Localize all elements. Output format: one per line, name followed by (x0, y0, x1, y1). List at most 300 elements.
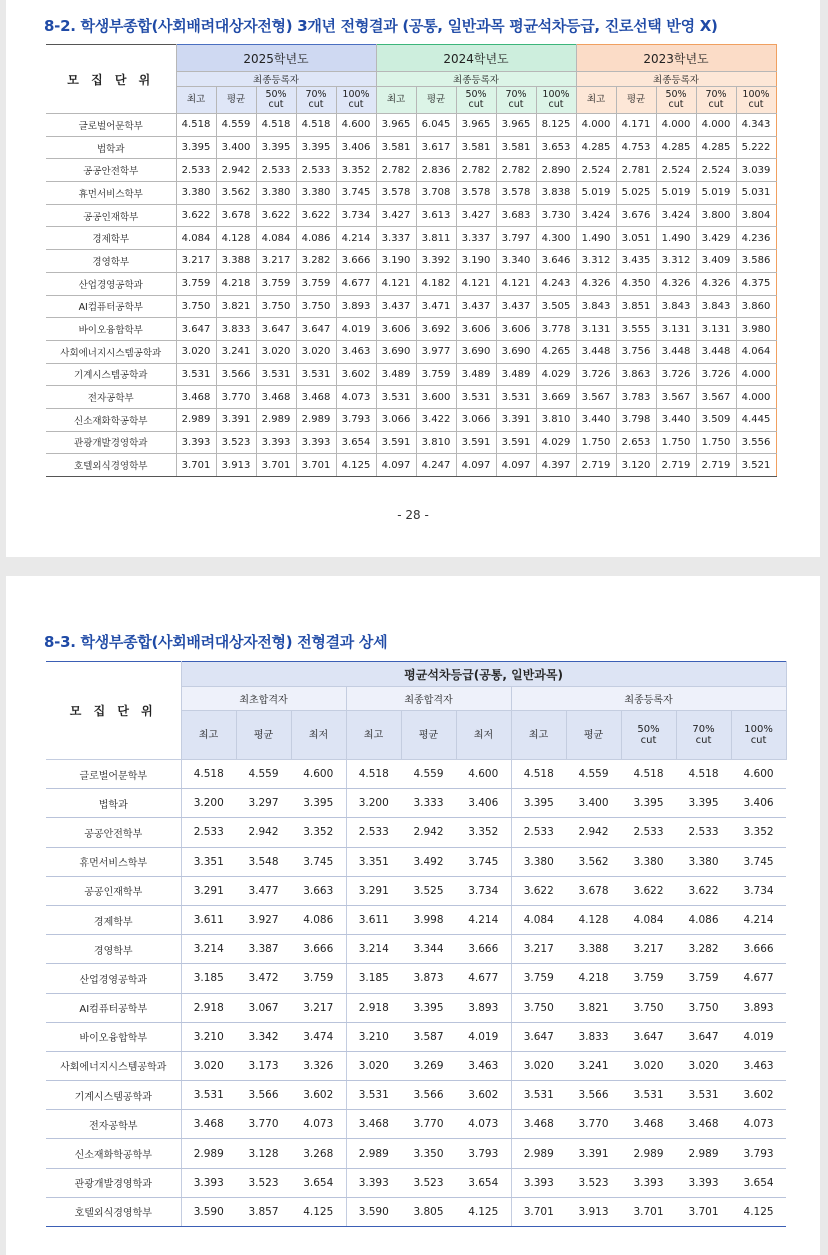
table-cell: 4.326 (696, 272, 736, 295)
table-cell: 4.559 (236, 760, 291, 789)
table-cell: 3.190 (456, 250, 496, 273)
table-cell: 3.039 (736, 159, 776, 182)
table-cell: 3.395 (511, 789, 566, 818)
table-cell: 3.214 (181, 935, 236, 964)
table-row (46, 114, 776, 137)
unit-name: 기계시스템공학과 (46, 363, 176, 386)
table-cell: 4.073 (456, 1110, 511, 1139)
table-cell: 3.210 (181, 1022, 236, 1051)
table-cell: 4.097 (456, 454, 496, 477)
table-cell: 4.128 (216, 227, 256, 250)
table-cell: 3.380 (676, 847, 731, 876)
table-cell: 3.860 (736, 295, 776, 318)
table-cell: 2.942 (401, 818, 456, 847)
table-cell: 4.677 (731, 964, 786, 993)
year-header-2024: 2024학년도 (376, 45, 576, 72)
table-cell: 3.797 (496, 227, 536, 250)
unit-name: AI컴퓨터공학부 (46, 993, 181, 1022)
table-cell: 3.393 (296, 431, 336, 454)
table-cell: 4.518 (621, 760, 676, 789)
table-cell: 3.843 (576, 295, 616, 318)
document-page-1 (6, 0, 820, 557)
table-row (46, 789, 786, 818)
table-cell: 2.989 (176, 408, 216, 431)
table-cell: 3.395 (291, 789, 346, 818)
table-cell: 3.352 (456, 818, 511, 847)
col-header: 50% cut (621, 711, 676, 760)
table-cell: 3.429 (696, 227, 736, 250)
table-cell: 3.393 (511, 1168, 566, 1197)
table-cell: 3.893 (731, 993, 786, 1022)
table-row (46, 1081, 786, 1110)
table-cell: 3.586 (736, 250, 776, 273)
table-cell: 3.676 (616, 204, 656, 227)
col-header: 평균 (236, 711, 291, 760)
table-cell: 3.750 (176, 295, 216, 318)
table-cell: 3.759 (296, 272, 336, 295)
table-row (46, 318, 776, 341)
table-cell: 3.566 (566, 1081, 621, 1110)
table-cell: 3.468 (296, 386, 336, 409)
table-cell: 5.019 (576, 182, 616, 205)
table-cell: 2.989 (676, 1139, 731, 1168)
table-cell: 3.448 (576, 340, 616, 363)
table-cell: 3.734 (336, 204, 376, 227)
table-cell: 4.300 (536, 227, 576, 250)
group-header-initial-pass: 최초합격자 (181, 687, 346, 711)
table-cell: 4.753 (616, 136, 656, 159)
table-cell: 3.282 (296, 250, 336, 273)
table-cell: 4.125 (731, 1197, 786, 1226)
table-cell: 2.989 (256, 408, 296, 431)
unit-name: 신소재화학공학부 (46, 408, 176, 431)
table-cell: 3.440 (576, 408, 616, 431)
table-row (46, 431, 776, 454)
sub-header-2024: 최종등록자 (376, 72, 576, 87)
table-cell: 3.726 (696, 363, 736, 386)
table-cell: 3.701 (176, 454, 216, 477)
table-cell: 4.285 (656, 136, 696, 159)
unit-name: 전자공학부 (46, 386, 176, 409)
table-cell: 3.352 (731, 818, 786, 847)
table-cell: 3.750 (621, 993, 676, 1022)
table-cell: 3.759 (256, 272, 296, 295)
unit-name: 법학과 (46, 789, 181, 818)
table-cell: 3.531 (621, 1081, 676, 1110)
table-cell: 3.523 (401, 1168, 456, 1197)
table-cell: 3.701 (296, 454, 336, 477)
table-cell: 3.120 (616, 454, 656, 477)
table-cell: 3.913 (566, 1197, 621, 1226)
table-cell: 3.843 (656, 295, 696, 318)
table-cell: 3.531 (676, 1081, 731, 1110)
table-cell: 4.285 (696, 136, 736, 159)
table-cell: 3.730 (536, 204, 576, 227)
table-cell: 3.400 (566, 789, 621, 818)
unit-name: 관광개발경영학과 (46, 1168, 181, 1197)
table-cell: 3.337 (456, 227, 496, 250)
table-cell: 2.782 (376, 159, 416, 182)
table-cell: 4.029 (536, 363, 576, 386)
page-number: - 28 - (397, 508, 429, 522)
table-cell: 3.173 (236, 1051, 291, 1080)
table-cell: 3.701 (256, 454, 296, 477)
table-cell: 3.020 (181, 1051, 236, 1080)
table-cell: 4.097 (496, 454, 536, 477)
table-cell: 3.690 (456, 340, 496, 363)
table-cell: 3.395 (176, 136, 216, 159)
table-row (46, 136, 776, 159)
table-cell: 3.463 (336, 340, 376, 363)
table-cell: 3.531 (346, 1081, 401, 1110)
table-cell: 3.217 (621, 935, 676, 964)
table-cell: 3.759 (511, 964, 566, 993)
table-cell: 3.745 (456, 847, 511, 876)
col-header: 최저 (291, 711, 346, 760)
table-cell: 3.406 (731, 789, 786, 818)
table-cell: 3.393 (181, 1168, 236, 1197)
table-cell: 4.084 (176, 227, 216, 250)
table-cell: 4.243 (536, 272, 576, 295)
table-cell: 3.980 (736, 318, 776, 341)
table-cell: 3.531 (496, 386, 536, 409)
table-cell: 4.029 (536, 431, 576, 454)
table-cell: 3.217 (176, 250, 216, 273)
table-cell: 3.020 (511, 1051, 566, 1080)
table-cell: 3.424 (576, 204, 616, 227)
table-cell: 3.521 (736, 454, 776, 477)
table-cell: 3.965 (496, 114, 536, 137)
table-cell: 3.745 (336, 182, 376, 205)
table-cell: 2.989 (296, 408, 336, 431)
table-row (46, 272, 776, 295)
table-cell: 3.750 (256, 295, 296, 318)
table-cell: 3.291 (346, 876, 401, 905)
unit-name: AI컴퓨터공학부 (46, 295, 176, 318)
table-cell: 3.927 (236, 905, 291, 934)
table-cell: 3.406 (336, 136, 376, 159)
table-cell: 3.388 (216, 250, 256, 273)
table-cell: 3.590 (181, 1197, 236, 1226)
table-cell: 2.719 (576, 454, 616, 477)
table-cell: 3.613 (416, 204, 456, 227)
unit-name: 공공안전학부 (46, 159, 176, 182)
table-cell: 3.666 (291, 935, 346, 964)
table-cell: 4.073 (291, 1110, 346, 1139)
table-cell: 4.326 (656, 272, 696, 295)
table-cell: 3.567 (656, 386, 696, 409)
table-cell: 3.805 (401, 1197, 456, 1226)
table-cell: 3.437 (496, 295, 536, 318)
table-cell: 4.073 (731, 1110, 786, 1139)
table-cell: 3.468 (346, 1110, 401, 1139)
table-cell: 2.719 (656, 454, 696, 477)
col-header: 70% cut (696, 87, 736, 114)
table-cell: 3.214 (346, 935, 401, 964)
table-cell: 3.468 (621, 1110, 676, 1139)
table-cell: 3.647 (511, 1022, 566, 1051)
table-row (46, 204, 776, 227)
table-cell: 3.770 (236, 1110, 291, 1139)
table-cell: 4.518 (181, 760, 236, 789)
table-cell: 4.000 (736, 386, 776, 409)
table-cell: 3.351 (181, 847, 236, 876)
table-cell: 3.531 (456, 386, 496, 409)
table-cell: 3.020 (176, 340, 216, 363)
unit-name: 휴먼서비스학부 (46, 847, 181, 876)
table-cell: 3.337 (376, 227, 416, 250)
table-cell: 2.533 (346, 818, 401, 847)
col-header: 100% cut (736, 87, 776, 114)
table-cell: 3.759 (291, 964, 346, 993)
unit-name: 경영학부 (46, 935, 181, 964)
table-row (46, 1197, 786, 1226)
table-cell: 4.182 (416, 272, 456, 295)
table-cell: 6.045 (416, 114, 456, 137)
table-cell: 3.581 (496, 136, 536, 159)
unit-name: 바이오융합학부 (46, 318, 176, 341)
table-row (46, 454, 776, 477)
table-cell: 3.424 (656, 204, 696, 227)
table-row (46, 250, 776, 273)
unit-name: 산업경영공학과 (46, 272, 176, 295)
table-cell: 4.125 (291, 1197, 346, 1226)
table-cell: 4.600 (291, 760, 346, 789)
table-cell: 2.533 (621, 818, 676, 847)
table-cell: 5.019 (696, 182, 736, 205)
table-cell: 3.380 (511, 847, 566, 876)
table-cell: 3.893 (336, 295, 376, 318)
table-cell: 4.128 (566, 905, 621, 934)
table-cell: 3.492 (401, 847, 456, 876)
table-cell: 3.393 (621, 1168, 676, 1197)
table-cell: 4.600 (456, 760, 511, 789)
table-cell: 3.726 (656, 363, 696, 386)
table-cell: 2.719 (696, 454, 736, 477)
table-cell: 3.683 (496, 204, 536, 227)
table-cell: 3.669 (536, 386, 576, 409)
table-cell: 3.647 (256, 318, 296, 341)
table-cell: 3.654 (456, 1168, 511, 1197)
col-header: 최저 (456, 711, 511, 760)
table-cell: 3.566 (401, 1081, 456, 1110)
table-cell: 3.977 (416, 340, 456, 363)
table-cell: 3.622 (176, 204, 216, 227)
document-page-2 (6, 576, 820, 1255)
table-cell: 3.531 (181, 1081, 236, 1110)
table-cell: 3.393 (176, 431, 216, 454)
table-cell: 3.759 (621, 964, 676, 993)
table-cell: 3.692 (416, 318, 456, 341)
table-cell: 3.622 (511, 876, 566, 905)
table-cell: 3.678 (566, 876, 621, 905)
table-cell: 4.125 (336, 454, 376, 477)
table-cell: 3.190 (376, 250, 416, 273)
table-cell: 4.000 (696, 114, 736, 137)
table-cell: 3.873 (401, 964, 456, 993)
table-cell: 3.567 (696, 386, 736, 409)
col-header: 100% cut (336, 87, 376, 114)
table-row (46, 1168, 786, 1197)
group-header-final-pass: 최종합격자 (346, 687, 511, 711)
table-cell: 4.559 (216, 114, 256, 137)
table-cell: 3.666 (336, 250, 376, 273)
table-cell: 3.578 (456, 182, 496, 205)
table-cell: 4.247 (416, 454, 456, 477)
table-cell: 4.518 (511, 760, 566, 789)
year-header-2023: 2023학년도 (576, 45, 776, 72)
table-cell: 4.518 (346, 760, 401, 789)
table-cell: 3.217 (511, 935, 566, 964)
unit-name: 호텔외식경영학부 (46, 454, 176, 477)
table-cell: 3.352 (291, 818, 346, 847)
table-cell: 3.611 (181, 905, 236, 934)
table-cell: 3.590 (346, 1197, 401, 1226)
sub-header-2025: 최종등록자 (176, 72, 376, 87)
unit-name: 경제학부 (46, 905, 181, 934)
table-cell: 3.646 (536, 250, 576, 273)
table-cell: 3.690 (496, 340, 536, 363)
unit-name: 글로벌어문학부 (46, 760, 181, 789)
table-cell: 3.505 (536, 295, 576, 318)
table-cell: 3.708 (416, 182, 456, 205)
table-cell: 3.622 (256, 204, 296, 227)
table-cell: 3.474 (291, 1022, 346, 1051)
table-cell: 4.086 (676, 905, 731, 934)
table-cell: 3.131 (696, 318, 736, 341)
table-cell: 3.391 (496, 408, 536, 431)
table-cell: 2.989 (511, 1139, 566, 1168)
table-cell: 3.647 (676, 1022, 731, 1051)
table-cell: 3.468 (176, 386, 216, 409)
table-cell: 3.525 (401, 876, 456, 905)
table-cell: 3.185 (346, 964, 401, 993)
table-cell: 4.350 (616, 272, 656, 295)
col-header: 최고 (181, 711, 236, 760)
table-row (46, 1022, 786, 1051)
table-cell: 3.578 (376, 182, 416, 205)
table-cell: 3.427 (456, 204, 496, 227)
table-cell: 3.666 (731, 935, 786, 964)
table-cell: 3.489 (376, 363, 416, 386)
table-cell: 3.312 (656, 250, 696, 273)
col-header: 평균 (566, 711, 621, 760)
col-header: 100% cut (536, 87, 576, 114)
table-cell: 3.131 (656, 318, 696, 341)
table-cell: 2.781 (616, 159, 656, 182)
table-cell: 3.051 (616, 227, 656, 250)
col-header: 평균 (416, 87, 456, 114)
table-cell: 3.387 (236, 935, 291, 964)
table-cell: 4.265 (536, 340, 576, 363)
table-cell: 4.019 (336, 318, 376, 341)
table-cell: 3.509 (696, 408, 736, 431)
col-header: 최고 (511, 711, 566, 760)
table-cell: 2.524 (656, 159, 696, 182)
table-cell: 3.566 (236, 1081, 291, 1110)
table-cell: 3.913 (216, 454, 256, 477)
table-cell: 3.566 (216, 363, 256, 386)
table-row (46, 760, 786, 789)
table-cell: 3.726 (576, 363, 616, 386)
table-cell: 3.821 (216, 295, 256, 318)
table-cell: 3.531 (176, 363, 216, 386)
table-cell: 4.121 (376, 272, 416, 295)
table-cell: 3.663 (291, 876, 346, 905)
table-cell: 3.020 (621, 1051, 676, 1080)
table-cell: 3.523 (566, 1168, 621, 1197)
unit-name: 호텔외식경영학부 (46, 1197, 181, 1226)
table-row (46, 964, 786, 993)
table-cell: 3.217 (291, 993, 346, 1022)
table-cell: 3.395 (621, 789, 676, 818)
table-cell: 3.391 (216, 408, 256, 431)
table-cell: 3.523 (216, 431, 256, 454)
table-cell: 2.533 (181, 818, 236, 847)
table-row (46, 182, 776, 205)
col-header: 50% cut (256, 87, 296, 114)
table-cell: 3.391 (566, 1139, 621, 1168)
table-cell: 3.759 (676, 964, 731, 993)
table-cell: 3.392 (416, 250, 456, 273)
table-cell: 3.468 (676, 1110, 731, 1139)
table-cell: 3.821 (566, 993, 621, 1022)
table-cell: 3.602 (336, 363, 376, 386)
table-cell: 3.380 (176, 182, 216, 205)
table-row (46, 408, 776, 431)
table-cell: 3.863 (616, 363, 656, 386)
table-cell: 4.677 (456, 964, 511, 993)
table-cell: 3.602 (456, 1081, 511, 1110)
table-cell: 3.756 (616, 340, 656, 363)
table-cell: 3.617 (416, 136, 456, 159)
table-cell: 3.548 (236, 847, 291, 876)
table-cell: 3.297 (236, 789, 291, 818)
table-cell: 3.606 (456, 318, 496, 341)
table-cell: 3.342 (236, 1022, 291, 1051)
year-header-2025: 2025학년도 (176, 45, 376, 72)
table-cell: 3.843 (696, 295, 736, 318)
table-cell: 3.393 (676, 1168, 731, 1197)
table-cell: 3.489 (496, 363, 536, 386)
unit-name: 공공인재학부 (46, 876, 181, 905)
table-cell: 5.019 (656, 182, 696, 205)
table-cell: 3.581 (376, 136, 416, 159)
table-cell: 3.131 (576, 318, 616, 341)
table-cell: 3.690 (376, 340, 416, 363)
table-row (46, 847, 786, 876)
unit-name: 산업경영공학과 (46, 964, 181, 993)
table-cell: 3.185 (181, 964, 236, 993)
unit-name: 공공안전학부 (46, 818, 181, 847)
table-cell: 3.437 (376, 295, 416, 318)
col-header: 50% cut (656, 87, 696, 114)
table-cell: 2.524 (576, 159, 616, 182)
table-cell: 3.400 (216, 136, 256, 159)
table-cell: 3.591 (376, 431, 416, 454)
table-cell: 3.591 (456, 431, 496, 454)
table-cell: 3.409 (696, 250, 736, 273)
table-cell: 3.611 (346, 905, 401, 934)
table-cell: 4.019 (731, 1022, 786, 1051)
table-cell: 2.989 (181, 1139, 236, 1168)
table-cell: 5.031 (736, 182, 776, 205)
table-cell: 3.654 (731, 1168, 786, 1197)
table-cell: 3.395 (676, 789, 731, 818)
group-header-final-registered: 최종등록자 (511, 687, 786, 711)
table-cell: 3.759 (176, 272, 216, 295)
table-cell: 3.388 (566, 935, 621, 964)
